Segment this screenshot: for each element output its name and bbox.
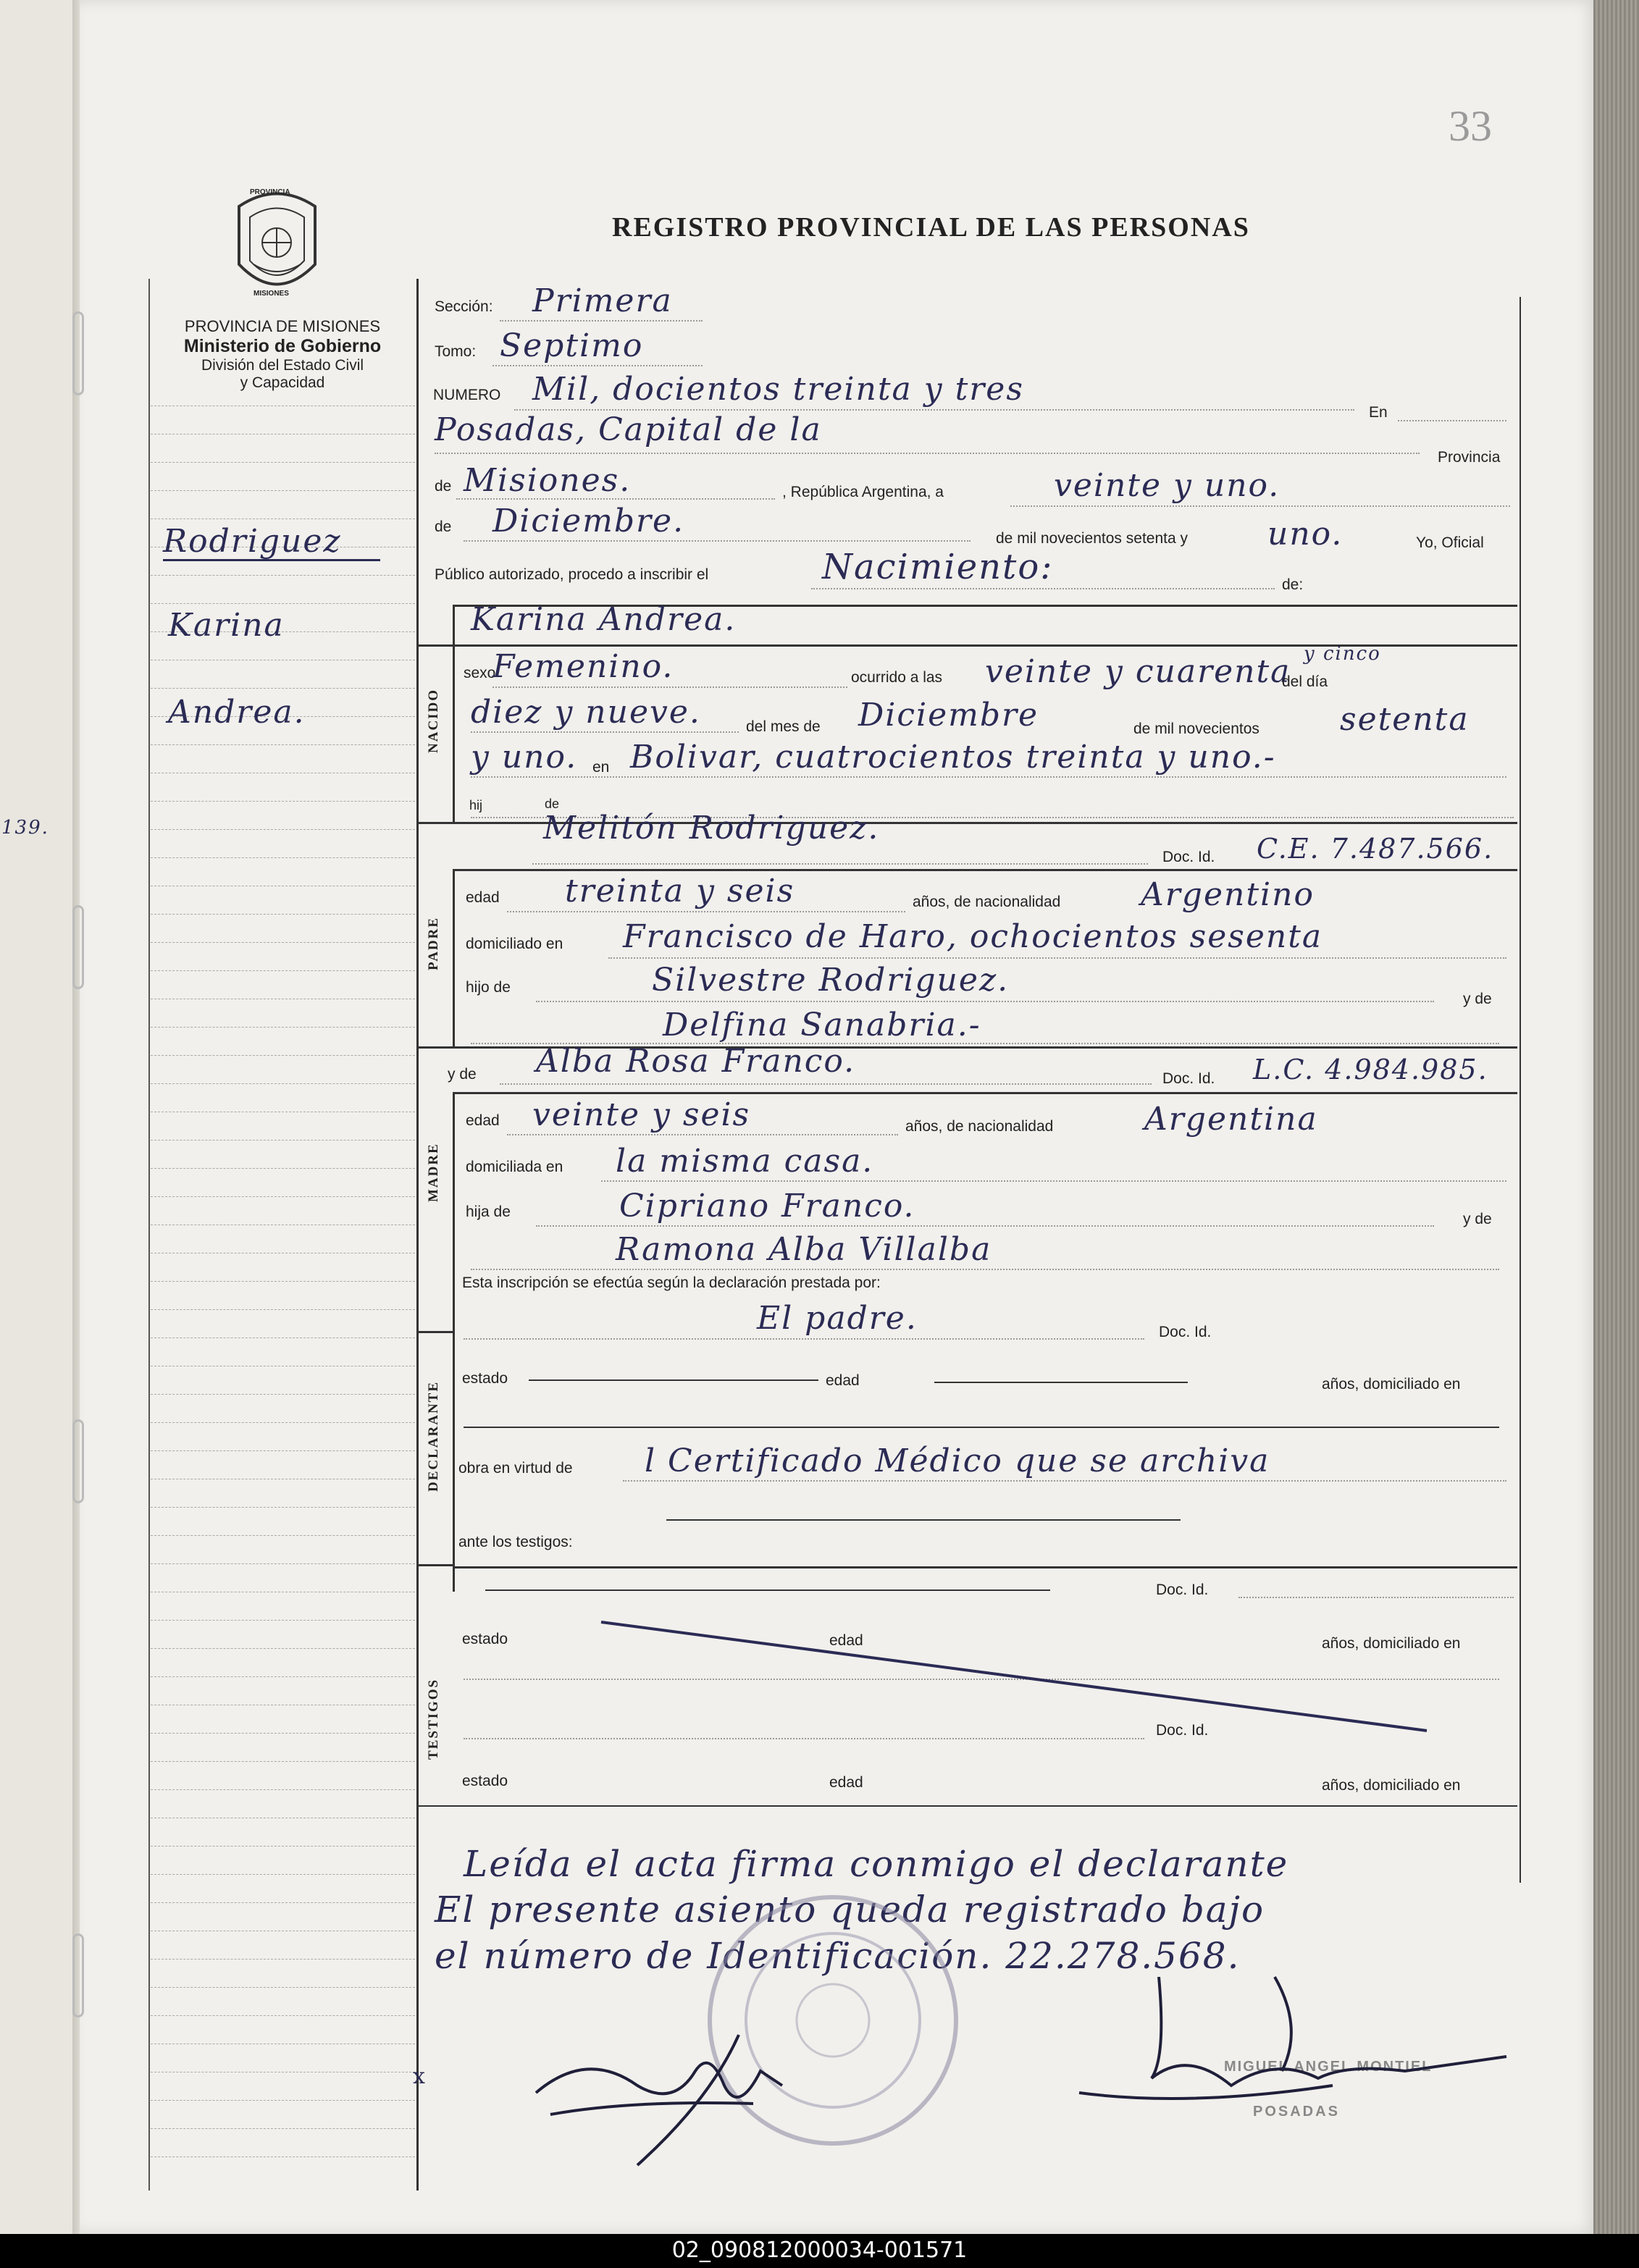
left-page-note: 139. bbox=[1, 817, 49, 839]
testigo1-anios-label: años, domiciliado en bbox=[1322, 1635, 1461, 1652]
child-name: Karina Andrea. bbox=[471, 601, 737, 638]
margin-ruled-line bbox=[151, 1648, 415, 1649]
madre-padre-de: Cipriano Franco. bbox=[619, 1188, 915, 1225]
declarante-inner-border bbox=[453, 1331, 455, 1592]
margin-ruled-line bbox=[151, 1620, 415, 1621]
padre-dom-label: domiciliado en bbox=[466, 936, 563, 952]
left-page-edge bbox=[0, 0, 75, 2234]
issuer-block bbox=[148, 317, 416, 392]
testigo2-doc-label: Doc. Id. bbox=[1156, 1722, 1209, 1739]
day-value: veinte y uno. bbox=[1054, 467, 1280, 504]
anio-value-2: y uno. bbox=[471, 739, 578, 776]
hora-extra-value: y cinco bbox=[1304, 643, 1381, 665]
month-value: Diciembre. bbox=[492, 503, 685, 539]
margin-ruled-line bbox=[151, 1309, 415, 1310]
emblem-bottom-text: MISIONES bbox=[253, 290, 289, 298]
declarante-intro: Esta inscripción se efectúa según la declaración prestada por: bbox=[462, 1274, 881, 1291]
margin-ruled-line bbox=[151, 2015, 415, 2016]
provincia-label: Provincia bbox=[1438, 449, 1501, 466]
oficial-label: Yo, Oficial bbox=[1416, 534, 1484, 551]
margin-ruled-line bbox=[151, 1450, 415, 1451]
official-signature bbox=[971, 1970, 1521, 2129]
province-label: PROVINCIA DE MISIONES bbox=[184, 317, 381, 335]
de-label: de bbox=[435, 478, 452, 495]
anio-value-1: setenta bbox=[1340, 701, 1470, 738]
margin-ruled-line bbox=[151, 914, 415, 915]
ocurrido-label: ocurrido a las bbox=[851, 669, 943, 686]
testigo1-edad-label: edad bbox=[829, 1632, 863, 1649]
padre-section-label: PADRE bbox=[426, 916, 441, 970]
binding-stitch bbox=[72, 1933, 84, 2017]
margin-ruled-line bbox=[151, 490, 415, 491]
padre-nacionalidad: Argentino bbox=[1141, 876, 1315, 913]
tomo-value: Septimo bbox=[500, 327, 644, 364]
testigos-intro: ante los testigos: bbox=[458, 1534, 573, 1550]
binding-stitch bbox=[72, 311, 84, 395]
madre-inner-border bbox=[453, 1092, 455, 1331]
place-value: Posadas, Capital de la bbox=[435, 411, 822, 448]
margin-ruled-line bbox=[151, 1874, 415, 1875]
lugar-value: Bolivar, cuatrocientos treinta y uno.- bbox=[630, 739, 1276, 776]
margin-ruled-line bbox=[151, 1846, 415, 1847]
de-colon-label: de: bbox=[1282, 576, 1304, 593]
margin-ruled-line bbox=[151, 603, 415, 604]
declarante-quien: El padre. bbox=[757, 1300, 918, 1337]
margin-ruled-line bbox=[151, 2100, 415, 2101]
margin-column-left-border bbox=[148, 279, 150, 2191]
declarante-anios-label: años, domiciliado en bbox=[1322, 1376, 1461, 1393]
hij-label: hij bbox=[469, 798, 483, 812]
testigo2-edad-label: edad bbox=[829, 1774, 863, 1791]
margin-ruled-line bbox=[151, 1281, 415, 1282]
madre-name-rule bbox=[453, 1092, 1517, 1094]
republica-label: , República Argentina, a bbox=[782, 484, 944, 500]
margin-ruled-line bbox=[151, 575, 415, 576]
margin-ruled-line bbox=[151, 1761, 415, 1762]
madre-nombre: Alba Rosa Franco. bbox=[536, 1043, 856, 1080]
padre-inner-border bbox=[453, 869, 455, 1046]
tomo-label: Tomo: bbox=[435, 343, 477, 360]
declarante-estado-label: estado bbox=[462, 1370, 508, 1387]
margin-ruled-line bbox=[151, 1507, 415, 1508]
margin-ruled-line bbox=[151, 1959, 415, 1960]
testigo2-anios-label: años, domiciliado en bbox=[1322, 1777, 1461, 1794]
de-month-label: de bbox=[435, 518, 452, 535]
margin-ruled-line bbox=[151, 1337, 415, 1338]
margin-ruled-line bbox=[151, 942, 415, 943]
footer-image-id: 02_090812000034-001571 bbox=[671, 2238, 968, 2263]
margin-ruled-line bbox=[151, 857, 415, 858]
declarant-signature bbox=[521, 2006, 826, 2172]
madre-nacionalidad: Argentina bbox=[1144, 1101, 1318, 1138]
testigos-section-label: TESTIGOS bbox=[426, 1678, 441, 1760]
margin-ruled-line bbox=[151, 1563, 415, 1564]
madre-doc: L.C. 4.984.985. bbox=[1253, 1054, 1488, 1085]
void-strike-line bbox=[594, 1615, 1434, 1738]
margin-ruled-line bbox=[151, 829, 415, 830]
madre-edad: veinte y seis bbox=[532, 1096, 751, 1133]
sexo-label: sexo bbox=[464, 665, 496, 681]
padre-edad-label: edad bbox=[466, 889, 500, 906]
page-number: 33 bbox=[1449, 102, 1492, 150]
padre-hijo-label: hijo de bbox=[466, 979, 511, 996]
closing-line-2: El presente asiento queda registrado bajo bbox=[435, 1889, 1265, 1931]
padre-madre-de: Delfina Sanabria.- bbox=[663, 1007, 981, 1043]
margin-ruled-line bbox=[151, 462, 415, 463]
margin-ruled-line bbox=[151, 2156, 415, 2157]
province-name: Misiones. bbox=[464, 462, 632, 499]
madre-dom-label: domiciliada en bbox=[466, 1159, 563, 1175]
margin-name-2: Andrea. bbox=[168, 694, 306, 731]
madre-y-de-label: y de bbox=[448, 1066, 477, 1083]
margin-ruled-line bbox=[151, 744, 415, 745]
del-dia-label: del día bbox=[1282, 673, 1328, 690]
margin-ruled-line bbox=[151, 1083, 415, 1084]
del-mes-label: del mes de bbox=[746, 718, 821, 735]
numero-label: NUMERO bbox=[433, 387, 501, 403]
margin-ruled-line bbox=[151, 1676, 415, 1677]
margin-ruled-line bbox=[151, 1733, 415, 1734]
madre-hija-label: hija de bbox=[466, 1204, 511, 1220]
binding-stitch bbox=[72, 1419, 84, 1503]
margin-ruled-line bbox=[151, 1987, 415, 1988]
testigo2-estado-label: estado bbox=[462, 1773, 508, 1789]
capacity-label: y Capacidad bbox=[240, 374, 325, 391]
closing-line-1: Leída el acta firma conmigo el declarante bbox=[464, 1843, 1289, 1885]
margin-ruled-line bbox=[151, 1535, 415, 1536]
padre-y-de-label: y de bbox=[1463, 991, 1492, 1007]
dia-value: diez y nueve. bbox=[471, 694, 701, 731]
padre-padre-de: Silvestre Rodriguez. bbox=[652, 962, 1010, 999]
testigos-top-rule bbox=[453, 1566, 1517, 1568]
binding-stitch bbox=[72, 905, 84, 989]
margin-ruled-line bbox=[151, 1196, 415, 1197]
testigo1-estado-label: estado bbox=[462, 1631, 508, 1647]
declarante-obra-label: obra en virtud de bbox=[458, 1460, 573, 1477]
form-right-border bbox=[1519, 297, 1521, 1883]
margin-name-1: Karina bbox=[168, 607, 285, 644]
year-label: de mil novecientos setenta y bbox=[996, 530, 1188, 547]
stamp-city: POSADAS bbox=[1253, 2104, 1340, 2120]
margin-surname: Rodriguez bbox=[163, 523, 342, 560]
hora-value: veinte y cuarenta bbox=[985, 653, 1291, 690]
padre-domicilio: Francisco de Haro, ochocientos sesenta bbox=[623, 918, 1323, 955]
emblem-top-text: PROVINCIA bbox=[250, 188, 290, 196]
madre-edad-label: edad bbox=[466, 1112, 500, 1129]
margin-surname-underline bbox=[163, 559, 380, 561]
document-title: REGISTRO PROVINCIAL DE LAS PERSONAS bbox=[612, 212, 1250, 243]
madre-domicilio: la misma casa. bbox=[616, 1143, 874, 1180]
padre-doc-label: Doc. Id. bbox=[1162, 849, 1215, 865]
margin-ruled-line bbox=[151, 1140, 415, 1141]
margin-ruled-line bbox=[151, 1422, 415, 1423]
lugar-label: en bbox=[592, 759, 610, 776]
margin-ruled-line bbox=[151, 518, 415, 519]
seccion-label: Sección: bbox=[435, 298, 493, 315]
hij-de-label: de bbox=[545, 797, 560, 811]
nacido-inner-border bbox=[453, 605, 455, 822]
padre-doc: C.E. 7.487.566. bbox=[1257, 833, 1494, 865]
margin-ruled-line bbox=[151, 1394, 415, 1395]
margin-column-divider bbox=[416, 279, 419, 2191]
division-label: División del Estado Civil bbox=[201, 357, 364, 374]
act-type: Nacimiento: bbox=[822, 547, 1054, 587]
madre-madre-de: Ramona Alba Villalba bbox=[616, 1231, 992, 1268]
margin-ruled-line bbox=[151, 970, 415, 971]
margin-ruled-line bbox=[151, 1027, 415, 1028]
madre-y-de-label-2: y de bbox=[1463, 1211, 1492, 1227]
declarante-doc-label: Doc. Id. bbox=[1159, 1324, 1212, 1340]
stamp-name: MIGUEL ANGEL MONTIEL bbox=[1224, 2059, 1433, 2075]
en-label: En bbox=[1369, 404, 1388, 421]
margin-ruled-line bbox=[151, 688, 415, 689]
sexo-value: Femenino. bbox=[492, 648, 674, 685]
margin-ruled-line bbox=[151, 1168, 415, 1169]
margin-ruled-line bbox=[151, 2128, 415, 2129]
publico-label: Público autorizado, procedo a inscribir el bbox=[435, 566, 709, 583]
padre-name-rule bbox=[453, 869, 1517, 871]
mil-label: de mil novecientos bbox=[1133, 721, 1259, 737]
year-value: uno. bbox=[1267, 516, 1344, 553]
declarante-edad-label: edad bbox=[826, 1372, 860, 1389]
madre-nac-label: años, de nacionalidad bbox=[905, 1118, 1054, 1135]
seccion-value: Primera bbox=[532, 282, 673, 319]
x-mark: x bbox=[413, 2064, 427, 2089]
nacido-section-label: NACIDO bbox=[426, 688, 441, 753]
closing-line-3: el número de Identificación. 22.278.568. bbox=[435, 1935, 1241, 1977]
mes-value: Diciembre bbox=[858, 697, 1039, 734]
padre-edad: treinta y seis bbox=[565, 873, 795, 910]
declarante-obra: l Certificado Médico que se archiva bbox=[645, 1442, 1270, 1479]
declarante-section-label: DECLARANTE bbox=[426, 1380, 441, 1492]
testigo1-doc-label: Doc. Id. bbox=[1156, 1582, 1209, 1598]
margin-ruled-line bbox=[151, 1789, 415, 1790]
madre-section-label: MADRE bbox=[426, 1143, 441, 1202]
madre-doc-label: Doc. Id. bbox=[1162, 1070, 1215, 1087]
book-cover-edge bbox=[1593, 0, 1639, 2234]
numero-value: Mil, docientos treinta y tres bbox=[532, 371, 1024, 408]
padre-nombre: Melitón Rodriguez. bbox=[543, 810, 880, 847]
padre-nac-label: años, de nacionalidad bbox=[913, 894, 1061, 910]
ministry-label: Ministerio de Gobierno bbox=[183, 336, 382, 356]
margin-ruled-line bbox=[151, 801, 415, 802]
margin-ruled-line bbox=[151, 1055, 415, 1056]
margin-ruled-line bbox=[151, 1902, 415, 1903]
